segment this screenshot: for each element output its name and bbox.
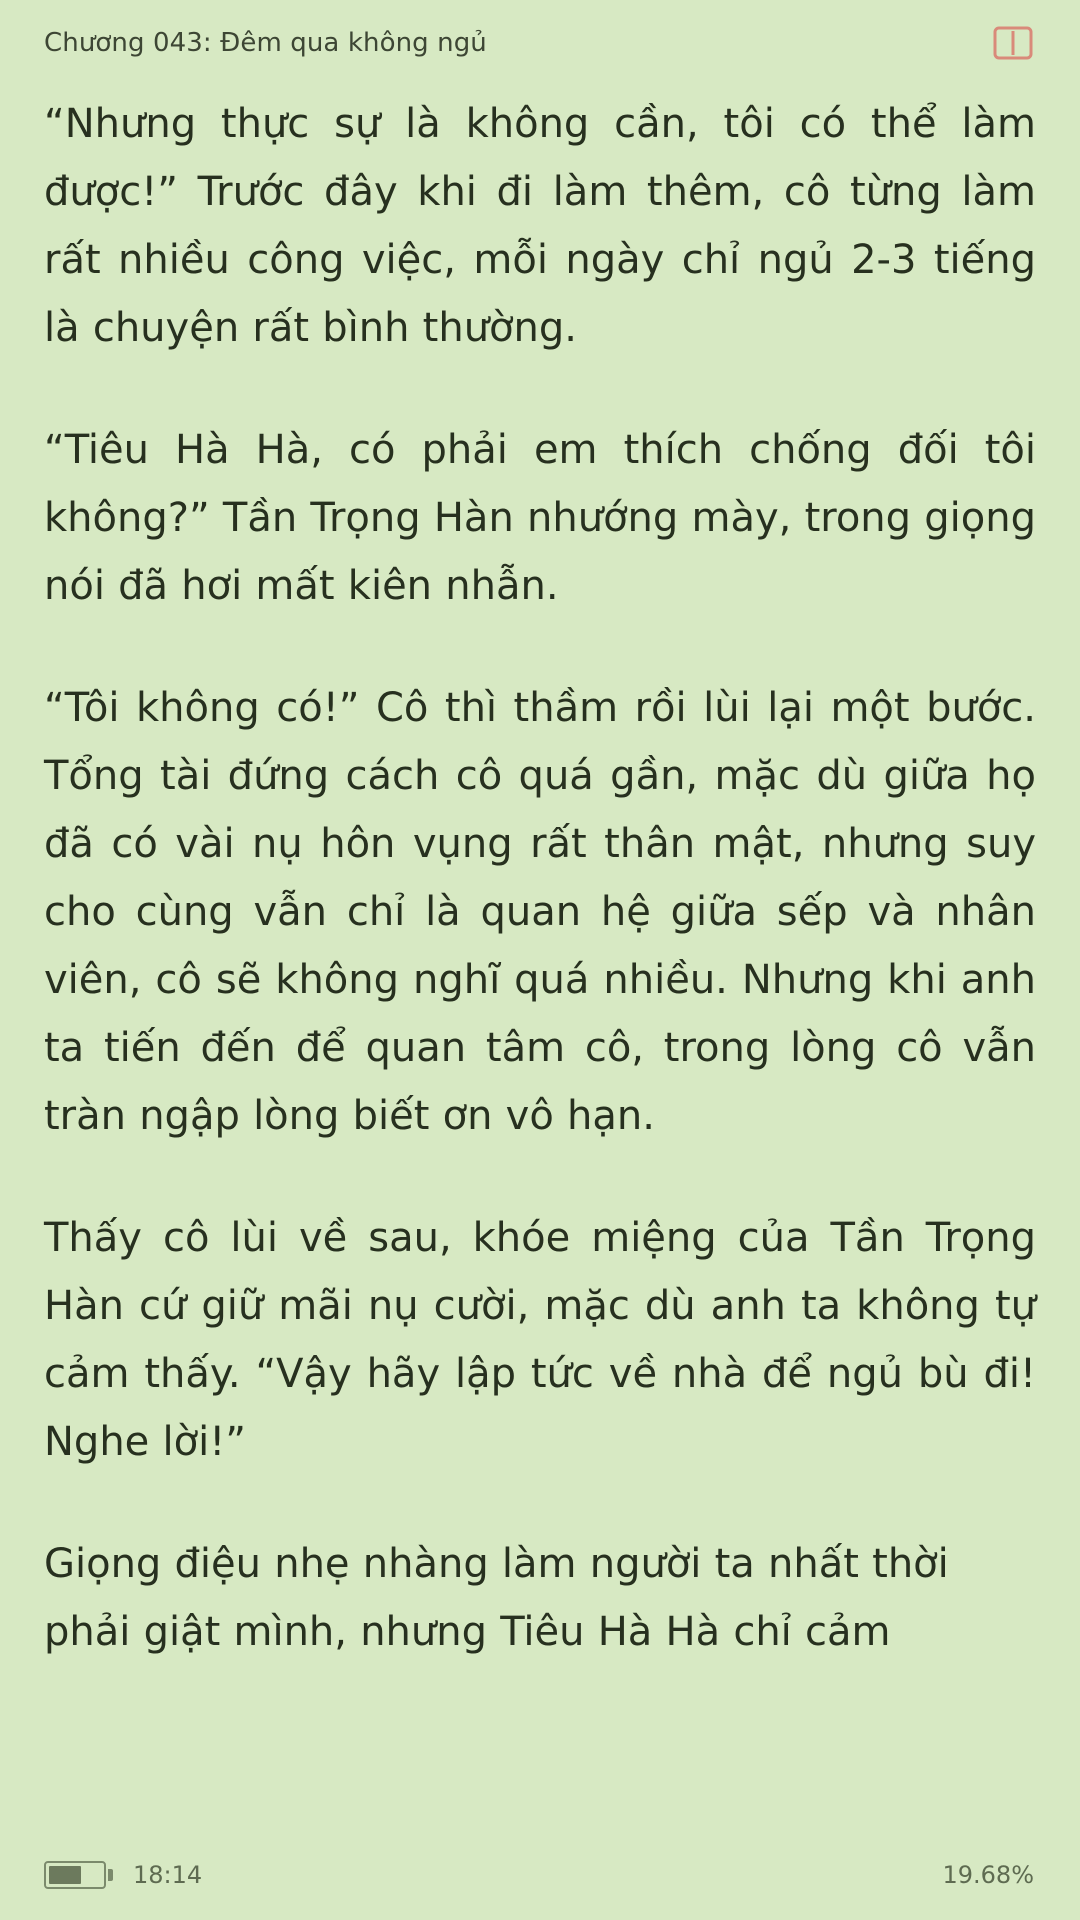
chapter-body[interactable] [0, 86, 1080, 1830]
paragraph: Giọng điệu nhẹ nhàng làm người ta nhất thời phải giật mình, nhưng Tiêu Hà Hà chỉ cảm [44, 1541, 949, 1655]
battery-icon [44, 1861, 113, 1889]
page-title: Chương 043: Đêm qua không ngủ [44, 28, 487, 58]
clock-label: 18:14 [133, 1861, 203, 1889]
reader-footer [0, 1830, 1080, 1920]
paragraph: “Tôi không có!” Cô thì thầm rồi lùi lại một bước. Tổng tài đứng cách cô quá gần, mặc dù giữa họ đã có vài nụ hôn vụng rất thân mật, nhưng suy cho cùng vẫn chỉ là quan hệ giữa sếp và nhân viên, cô sẽ không nghĩ quá nhiều. Nhưng khi anh ta tiến đến để quan tâm cô, trong lòng cô vẫn tràn ngập lòng biết ơn vô hạn. [44, 685, 1036, 1139]
book-open-icon[interactable] [992, 22, 1034, 64]
paragraph: “Nhưng thực sự là không cần, tôi có thể làm được!” Trước đây khi đi làm thêm, cô từng làm rất nhiều công việc, mỗi ngày chỉ ngủ 2-3 tiếng là chuyện rất bình thường. [44, 101, 1036, 351]
paragraph: Thấy cô lùi về sau, khóe miệng của Tần Trọng Hàn cứ giữ mãi nụ cười, mặc dù anh ta không tự cảm thấy. “Vậy hãy lập tức về nhà để ngủ bù đi! Nghe lời!” [44, 1215, 1036, 1465]
reading-progress-label: 19.68% [942, 1861, 1034, 1889]
paragraph: “Tiêu Hà Hà, có phải em thích chống đối tôi không?” Tần Trọng Hàn nhướng mày, trong giọng nói đã hơi mất kiên nhẫn. [44, 427, 1036, 609]
reader-header [0, 0, 1080, 86]
